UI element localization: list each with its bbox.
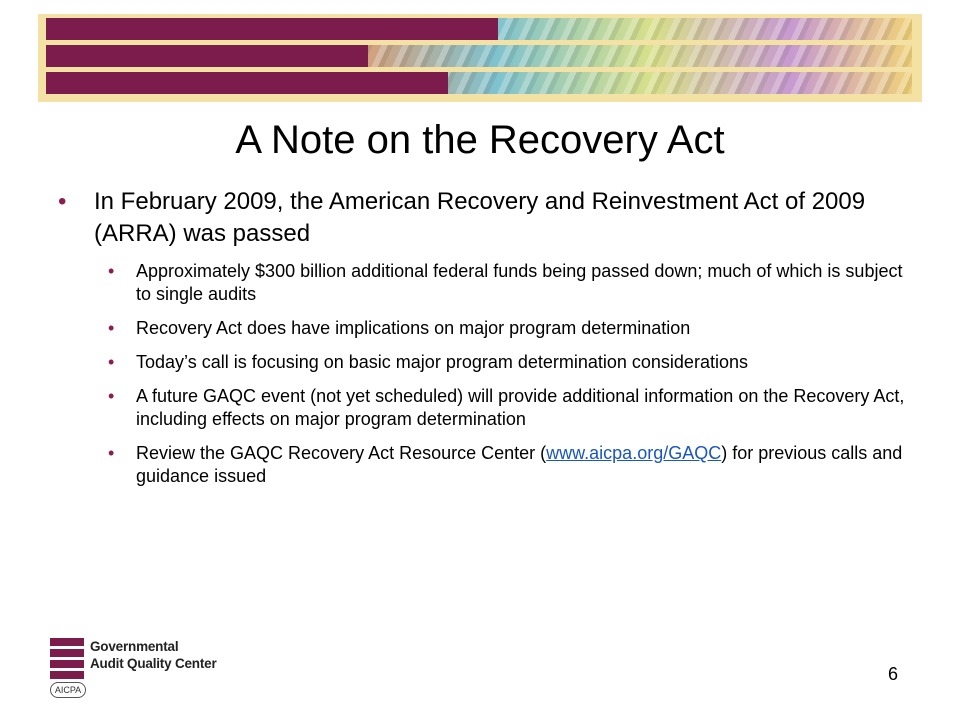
slide-content <box>58 186 918 499</box>
bullet-icon: • <box>108 443 115 463</box>
bullet-icon: • <box>108 261 115 281</box>
bullet-icon: • <box>108 386 115 406</box>
main-bullet <box>58 186 918 250</box>
sub-bullet <box>108 442 918 488</box>
banner-bar-middle <box>46 45 912 67</box>
sub-bullet <box>108 260 918 306</box>
sub-bullet-text-before: Review the GAQC Recovery Act Resource Center ( <box>136 443 547 463</box>
aicpa-badge: AICPA <box>50 682 86 698</box>
main-bullet-text: In February 2009, the American Recovery and Reinvestment Act of 2009 (ARRA) was passed <box>94 188 866 247</box>
logo-line-2: Audit Quality Center <box>90 656 217 671</box>
sub-bullet-text: A future GAQC event (not yet scheduled) will provide additional information on the Recovery Act, including effects on major program determination <box>136 386 905 429</box>
logo-text <box>90 638 217 672</box>
sub-bullet <box>108 351 918 374</box>
header-banner <box>38 14 922 102</box>
bullet-icon: • <box>58 188 67 215</box>
sub-bullet-text: Recovery Act does have implications on major program determination <box>136 318 691 338</box>
slide-title: A Note on the Recovery Act <box>235 118 725 162</box>
sub-bullet-text-after: ) for previous calls and guidance issued <box>136 443 903 486</box>
bullet-icon: • <box>108 318 115 338</box>
sub-bullet-text: Today’s call is focusing on basic major program determination considerations <box>136 352 748 372</box>
logo-bars-icon <box>50 638 84 682</box>
gaqc-logo <box>50 638 270 700</box>
logo-line-1: Governmental <box>90 639 179 654</box>
sub-bullet <box>108 317 918 340</box>
banner-bar-top <box>46 18 912 40</box>
gaqc-link[interactable]: www.aicpa.org/GAQC <box>546 443 722 463</box>
banner-bar-bottom <box>46 72 912 94</box>
page-number: 6 <box>888 664 899 684</box>
bullet-icon: • <box>108 352 115 372</box>
sub-bullet-text: Approximately $300 billion additional federal funds being passed down; much of which is subject to single audits <box>136 261 903 304</box>
sub-bullet <box>108 385 918 431</box>
